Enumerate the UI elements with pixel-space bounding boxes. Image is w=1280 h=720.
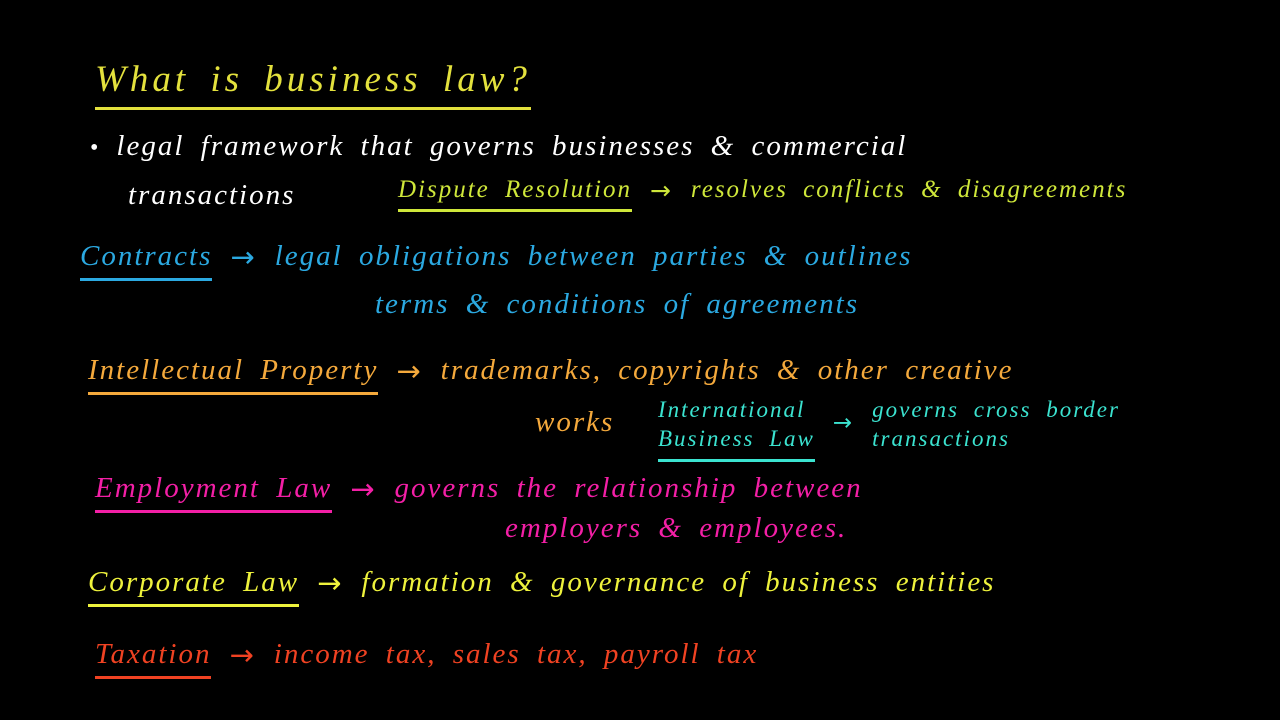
topic-term: Employment Law bbox=[95, 472, 332, 513]
topic-term: Dispute Resolution bbox=[398, 176, 632, 212]
topic-contracts-definition-line2 bbox=[375, 288, 859, 321]
topic-term: Contracts bbox=[80, 240, 212, 281]
arrow-icon: → bbox=[832, 410, 855, 436]
topic-international-business-law bbox=[658, 396, 1120, 462]
topic-definition: income tax, sales tax, payroll tax bbox=[273, 638, 759, 670]
topic-intellectual-property-definition-line2 bbox=[535, 406, 614, 439]
arrow-icon: → bbox=[350, 472, 377, 506]
page-title bbox=[95, 58, 531, 101]
topic-definition: works bbox=[535, 406, 615, 438]
arrow-icon: → bbox=[649, 176, 673, 205]
topic-term-block bbox=[658, 396, 815, 462]
topic-term: Corporate Law bbox=[88, 566, 299, 607]
topic-definition: terms & conditions of agreements bbox=[375, 288, 859, 320]
arrow-icon: → bbox=[230, 240, 257, 274]
intro-text-2: transactions bbox=[128, 179, 296, 211]
topic-intellectual-property bbox=[88, 354, 1014, 395]
topic-definition: legal obligations between parties & outlines bbox=[274, 240, 913, 272]
topic-definition: governs the relationship between bbox=[394, 472, 863, 504]
topic-definition-line1: governs cross border bbox=[872, 397, 1120, 422]
topic-definition-block bbox=[872, 396, 1120, 454]
topic-definition: employers & employees. bbox=[505, 512, 848, 544]
topic-term: Intellectual Property bbox=[88, 354, 378, 395]
topic-term-line2: Business Law bbox=[658, 425, 815, 462]
topic-definition-line2: transactions bbox=[872, 425, 1010, 451]
topic-employment-law-definition-line2 bbox=[505, 512, 847, 545]
topic-term-line1: International bbox=[658, 397, 806, 422]
topic-definition: formation & governance of business entities bbox=[361, 566, 996, 598]
arrow-icon: → bbox=[396, 354, 423, 388]
arrow-icon: → bbox=[229, 638, 256, 672]
topic-definition: resolves conflicts & disagreements bbox=[690, 176, 1128, 203]
bullet-icon: • bbox=[90, 134, 101, 161]
topic-employment-law bbox=[95, 472, 863, 513]
topic-definition: trademarks, copyrights & other creative bbox=[440, 354, 1014, 386]
topic-dispute-resolution bbox=[398, 176, 1127, 212]
intro-text-1: legal framework that governs businesses & commercial bbox=[116, 130, 908, 162]
intro-line-1 bbox=[90, 130, 907, 163]
topic-corporate-law bbox=[88, 566, 995, 607]
topic-term: Taxation bbox=[95, 638, 211, 679]
page-title-text: What is business law? bbox=[95, 59, 531, 110]
topic-taxation bbox=[95, 638, 758, 679]
topic-contracts bbox=[80, 240, 912, 281]
intro-line-2 bbox=[128, 179, 295, 212]
arrow-icon: → bbox=[317, 566, 344, 600]
